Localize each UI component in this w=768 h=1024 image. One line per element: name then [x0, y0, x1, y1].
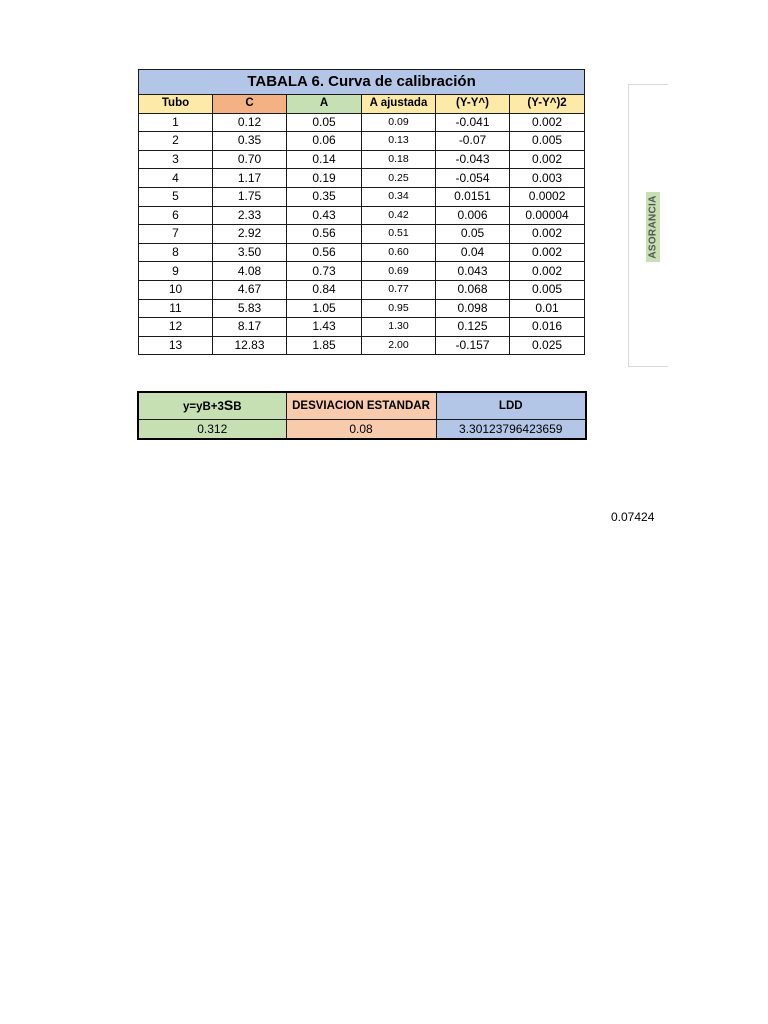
- table-row: [139, 169, 585, 188]
- table-row: [139, 262, 585, 281]
- cell-a: 0.14: [287, 150, 362, 169]
- cell-a-ajustada: 2.00: [362, 336, 436, 355]
- ldd-value: 3.30123796423659: [436, 420, 586, 440]
- table-row: [139, 225, 585, 244]
- formula-value: 0.312: [138, 420, 286, 440]
- formula-suffix: B: [233, 401, 242, 413]
- header-residual: (Y-Y^): [436, 95, 510, 114]
- cell-residual-squared: 0.00004: [510, 206, 585, 225]
- cell-a: 0.43: [287, 206, 362, 225]
- header-a: A: [287, 95, 362, 114]
- cell-residual: -0.043: [436, 150, 510, 169]
- cell-tubo: 12: [139, 318, 213, 337]
- cell-residual-squared: 0.002: [510, 243, 585, 262]
- cell-a-ajustada: 0.25: [362, 169, 436, 188]
- cell-residual-squared: 0.002: [510, 262, 585, 281]
- cell-c: 2.92: [213, 225, 287, 244]
- cell-residual-squared: 0.0002: [510, 187, 585, 206]
- cell-residual-squared: 0.016: [510, 318, 585, 337]
- cell-a-ajustada: 0.60: [362, 243, 436, 262]
- summary-table: [137, 391, 587, 440]
- cell-a: 1.05: [287, 299, 362, 318]
- table-row: [139, 318, 585, 337]
- cell-a-ajustada: 0.34: [362, 187, 436, 206]
- cell-residual: 0.098: [436, 299, 510, 318]
- cell-c: 0.12: [213, 113, 287, 132]
- cell-residual-squared: 0.003: [510, 169, 585, 188]
- cell-c: 1.17: [213, 169, 287, 188]
- cell-tubo: 5: [139, 187, 213, 206]
- header-a-ajustada: A ajustada: [362, 95, 436, 114]
- summary-values-row: [138, 420, 586, 440]
- header-c: C: [213, 95, 287, 114]
- table-row: [139, 113, 585, 132]
- cell-residual-squared: 0.002: [510, 150, 585, 169]
- cell-c: 4.08: [213, 262, 287, 281]
- cell-tubo: 10: [139, 280, 213, 299]
- cell-a-ajustada: 0.95: [362, 299, 436, 318]
- table-row: [139, 150, 585, 169]
- cell-c: 12.83: [213, 336, 287, 355]
- ldd-header: LDD: [436, 392, 586, 420]
- stray-cell-value: 0.07424: [611, 510, 655, 524]
- table-row: [139, 187, 585, 206]
- cell-residual: 0.006: [436, 206, 510, 225]
- cell-tubo: 7: [139, 225, 213, 244]
- table-header-row: [139, 95, 585, 114]
- cell-residual: 0.125: [436, 318, 510, 337]
- cell-a-ajustada: 0.77: [362, 280, 436, 299]
- desviacion-header: DESVIACION ESTANDAR: [286, 392, 436, 420]
- cell-c: 8.17: [213, 318, 287, 337]
- cell-residual: -0.041: [436, 113, 510, 132]
- cell-residual: 0.05: [436, 225, 510, 244]
- table-title: TABALA 6. Curva de calibración: [139, 70, 585, 95]
- table-row: [139, 336, 585, 355]
- cell-c: 0.35: [213, 132, 287, 151]
- chart-y-axis-label: ASORANCIA: [647, 195, 659, 259]
- cell-a: 0.84: [287, 280, 362, 299]
- cell-residual: -0.07: [436, 132, 510, 151]
- cell-c: 3.50: [213, 243, 287, 262]
- summary-header-row: [138, 392, 586, 420]
- cell-tubo: 11: [139, 299, 213, 318]
- cell-c: 5.83: [213, 299, 287, 318]
- cell-c: 1.75: [213, 187, 287, 206]
- cell-a-ajustada: 0.09: [362, 113, 436, 132]
- cell-a-ajustada: 0.13: [362, 132, 436, 151]
- cell-a: 0.73: [287, 262, 362, 281]
- cell-residual: -0.054: [436, 169, 510, 188]
- cell-residual-squared: 0.002: [510, 113, 585, 132]
- formula-header: [138, 392, 286, 420]
- desviacion-value: 0.08: [286, 420, 436, 440]
- cell-tubo: 2: [139, 132, 213, 151]
- formula-s: S: [223, 397, 234, 413]
- cell-a-ajustada: 0.51: [362, 225, 436, 244]
- cell-a: 0.56: [287, 243, 362, 262]
- table-row: [139, 243, 585, 262]
- cell-a: 0.05: [287, 113, 362, 132]
- cell-tubo: 8: [139, 243, 213, 262]
- cell-c: 4.67: [213, 280, 287, 299]
- cell-residual-squared: 0.025: [510, 336, 585, 355]
- cell-tubo: 1: [139, 113, 213, 132]
- cell-residual: 0.0151: [436, 187, 510, 206]
- cell-a: 0.19: [287, 169, 362, 188]
- cell-a: 0.56: [287, 225, 362, 244]
- cell-tubo: 4: [139, 169, 213, 188]
- cell-residual: 0.04: [436, 243, 510, 262]
- cell-residual-squared: 0.005: [510, 132, 585, 151]
- cell-a: 0.35: [287, 187, 362, 206]
- cell-tubo: 3: [139, 150, 213, 169]
- header-residual-squared: (Y-Y^)2: [510, 95, 585, 114]
- cell-residual-squared: 0.005: [510, 280, 585, 299]
- table-row: [139, 132, 585, 151]
- calibration-table: [138, 69, 585, 355]
- table-row: [139, 206, 585, 225]
- cell-tubo: 6: [139, 206, 213, 225]
- cell-a-ajustada: 0.69: [362, 262, 436, 281]
- cell-tubo: 13: [139, 336, 213, 355]
- table-title-row: [139, 70, 585, 95]
- cell-residual-squared: 0.002: [510, 225, 585, 244]
- cell-c: 2.33: [213, 206, 287, 225]
- cell-residual-squared: 0.01: [510, 299, 585, 318]
- cell-a-ajustada: 1.30: [362, 318, 436, 337]
- cell-a: 0.06: [287, 132, 362, 151]
- table-row: [139, 299, 585, 318]
- cell-a-ajustada: 0.42: [362, 206, 436, 225]
- cell-residual: 0.043: [436, 262, 510, 281]
- cell-residual: -0.157: [436, 336, 510, 355]
- cell-c: 0.70: [213, 150, 287, 169]
- header-tubo: Tubo: [139, 95, 213, 114]
- cell-a: 1.85: [287, 336, 362, 355]
- cell-a: 1.43: [287, 318, 362, 337]
- cell-tubo: 9: [139, 262, 213, 281]
- formula-prefix: y=yB+3: [182, 401, 224, 413]
- cell-residual: 0.068: [436, 280, 510, 299]
- table-row: [139, 280, 585, 299]
- cell-a-ajustada: 0.18: [362, 150, 436, 169]
